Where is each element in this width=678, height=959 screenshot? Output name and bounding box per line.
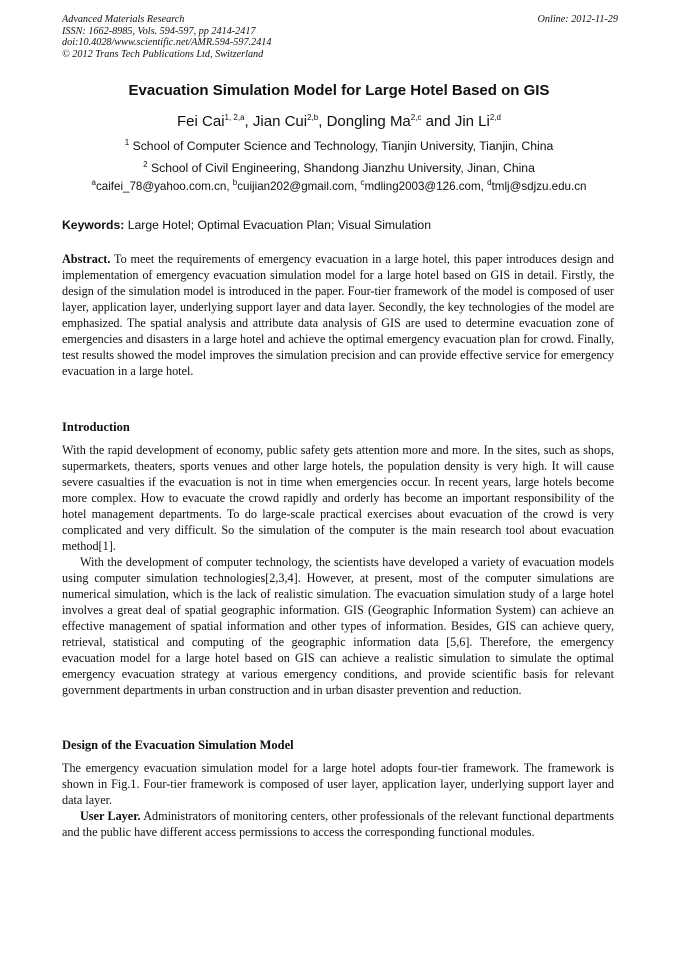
affiliation-text: School of Computer Science and Technology, Tianjin University, Tianjin, China <box>132 139 554 153</box>
issn-line: ISSN: 1662-8985, Vols. 594-597, pp 2414-2417 <box>62 25 256 37</box>
affiliation-line <box>40 161 638 175</box>
author-affiliation-mark: 2,b <box>307 113 319 122</box>
author-name: Jin Li <box>454 113 490 130</box>
email-list: $^a$caifei_78@yahoo.com.cn, $^b$cuijian202@gmail.com, $^c$mdling2003@126.com, $^d$tmlj@sdjzu.edu.cn <box>91 178 587 193</box>
body-paragraph <box>62 808 614 840</box>
affiliation-text: School of Civil Engineering, Shandong Jianzhu University, Jinan, China <box>150 161 535 175</box>
doi-line: doi:10.4028/www.scientific.net/AMR.594-597.2414 <box>62 37 272 49</box>
journal-name: Advanced Materials Research <box>62 14 185 25</box>
online-date: Online: 2012-11-29 <box>537 14 618 25</box>
author-name: Fei Cai <box>177 113 225 130</box>
copyright-line: © 2012 Trans Tech Publications Ltd, Switzerland <box>62 48 264 60</box>
affiliation-number: 2 <box>143 159 148 169</box>
abstract-label: Abstract. <box>62 252 111 266</box>
section-heading-design: Design of the Evacuation Simulation Model <box>62 738 294 752</box>
journal-header <box>62 14 618 60</box>
abstract-text: To meet the requirements of emergency evacuation in a large hotel, this paper introduces design and implementation of emergency evacuation simulation model for a large hotel based on GIS in detail. Firstly, the design of the simulation model is introduced in the paper. Four-tier framework of the model is composed of user layer, application layer, underlying support layer and data layer. Secondly, the key technologies of the model are emphasized. The spatial analysis and attribute data analysis of GIS are used to determine evacuation zone of emergencies and disasters in a large hotel and achieve the optimal emergency evacuation plan for crowd. Finally, test results showed the model improves the simulation precision and can provide effective service for emergency evacuation in a large hotel. <box>62 252 614 378</box>
email-mark: c <box>360 178 365 188</box>
email-mark: a <box>91 178 96 188</box>
email-address: mdling2003@126.com <box>364 180 481 193</box>
author-name: Dongling Ma <box>326 113 411 130</box>
section-heading-introduction: Introduction <box>62 420 130 434</box>
abstract-paragraph <box>62 251 614 379</box>
body-paragraph: With the rapid development of economy, public safety gets attention more and more. In the sites, such as shops, supermarkets, theaters, sports venues and other large hotels, the population density is very high. It will cause severe casualties if the evacuation is not in time when emergencies occur. In recent years, large hotels become more complex. How to evacuate the crowd rapidly and orderly has become an important responsibility of the hotel management departments. To do large-scale practical exercises about evacuation of the crowd is very complicated and very difficult. So the simulation of the computer is the main research tool about evacuation method[1]. <box>62 443 614 553</box>
keywords-label: Keywords: <box>62 218 125 232</box>
email-address: cuijian202@gmail.com <box>237 180 355 193</box>
email-mark: b <box>232 178 238 188</box>
keywords-line <box>62 218 618 232</box>
author-affiliation-mark: 2,d <box>489 113 501 122</box>
email-address: tmlj@sdjzu.edu.cn <box>491 180 587 193</box>
keywords-text: Large Hotel; Optimal Evacuation Plan; Visual Simulation <box>127 218 431 232</box>
user-layer-label: User Layer. <box>80 809 141 823</box>
author-affiliation-mark: 1, 2,a <box>224 113 245 122</box>
user-layer-text: Administrators of monitoring centers, other professionals of the relevant functional departments and the public have different access permissions to access the corresponding functional modules. <box>62 809 614 839</box>
affiliation-line <box>40 139 638 153</box>
paper-title: Evacuation Simulation Model for Large Hotel Based on GIS <box>128 82 550 99</box>
email-mark: d <box>487 178 492 188</box>
affiliation-number: 1 <box>124 137 130 147</box>
author-name: Jian Cui <box>252 113 308 130</box>
body-paragraph: The emergency evacuation simulation model for a large hotel adopts four-tier framework. The framework is shown in Fig.1. Four-tier framework is composed of user layer, application layer, underlying support layer and data layer. <box>62 761 614 807</box>
email-address: caifei_78@yahoo.com.cn <box>95 180 227 193</box>
author-affiliation-mark: 2,c <box>410 113 422 122</box>
body-paragraph: With the development of computer technology, the scientists have developed a variety of evacuation models using computer simulation technologies[2,3,4]. However, at present, most of the computer simulations are numerical simulation, which is the lack of realistic simulation. The evacuation simulation study of a large hotel involves a great deal of spatial geographic information. GIS (Geographic Information System) can achieve an effective management of spatial information and other types of information. Besides, GIS can achieve query, retrieval, statistical and computing of the geographic information data [5,6]. Therefore, the emergency evacuation model for a large hotel based on GIS can achieve a realistic simulation to simulate the optimal emergency evacuation strategy at various emergency conditions, and provide scientific basis for relevant government departments in urban construction and in urban disaster prevention and reduction. <box>62 555 614 697</box>
author-list: Fei Cai$^{1, 2,a}$, Jian Cui$^{2,b}$, Dongling Ma$^{2,c}$ and Jin Li$^{2,d}$ <box>177 113 501 130</box>
